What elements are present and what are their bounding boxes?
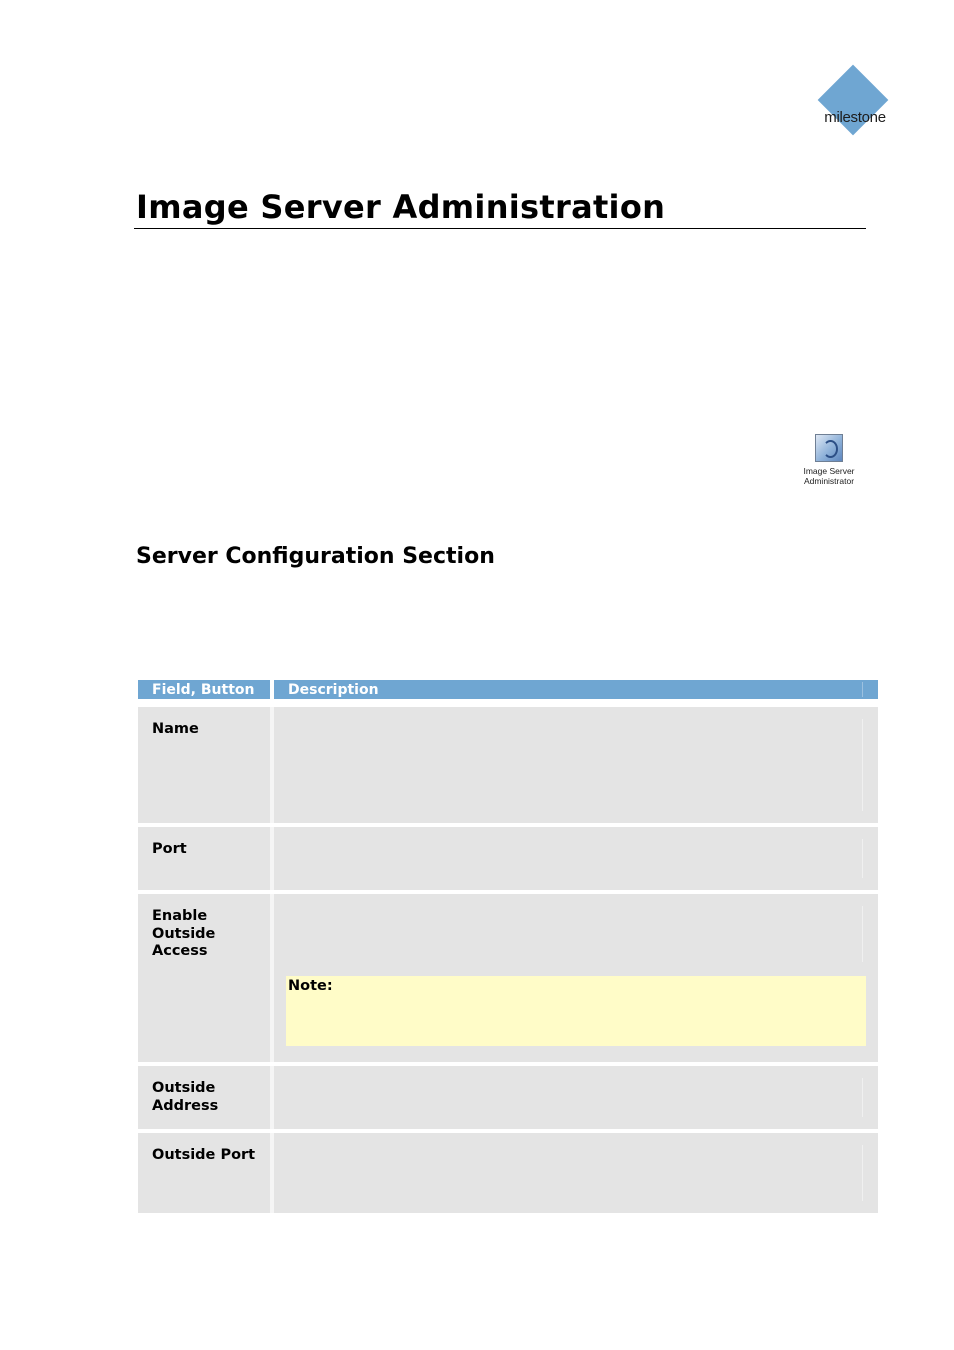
table-row-outside-port [138,1133,878,1213]
configuration-table [138,680,878,1213]
milestone-logo [812,66,898,140]
description-cell [274,1066,878,1129]
table-row-enable-outside-access [138,894,878,1062]
column-header-description: Description [288,682,379,698]
field-label: Name [152,721,199,737]
image-server-administrator-icon [815,434,843,462]
table-row-port [138,827,878,890]
description-cell [274,827,878,890]
table-row-outside-address [138,1066,878,1129]
note-box [286,976,866,1046]
field-label [138,1066,270,1129]
table-header [138,680,878,699]
page-title: Image Server Administration [136,188,666,226]
logo-text: milestone [824,109,886,126]
table-row-name [138,707,878,823]
cell-edge [862,1078,863,1117]
field-label-line-1: Outside [152,1080,216,1096]
column-header-field: Field, Button [152,682,255,698]
title-divider [134,228,866,229]
field-label-line-1: Enable [152,908,208,924]
description-cell [274,1133,878,1213]
description-cell [274,707,878,823]
field-label [138,894,270,1062]
field-label-line-2: Outside [152,925,216,942]
shortcut-label-line-1: Image Server [803,466,855,476]
field-label: Outside Port [152,1147,256,1163]
cell-edge [862,839,863,878]
cell-edge [862,906,863,962]
section-heading: Server Configuration Section [136,544,495,569]
header-edge [862,682,863,697]
shortcut-label [796,466,862,486]
field-label-line-3: Access [152,943,208,959]
image-server-administrator-shortcut[interactable] [796,434,862,490]
field-label-line-2: Address [152,1097,219,1114]
shortcut-label-line-2: Administrator [803,476,855,486]
note-label: Note: [288,978,333,994]
field-label: Port [152,841,187,857]
cell-edge [862,719,863,811]
cell-edge [862,1145,863,1201]
